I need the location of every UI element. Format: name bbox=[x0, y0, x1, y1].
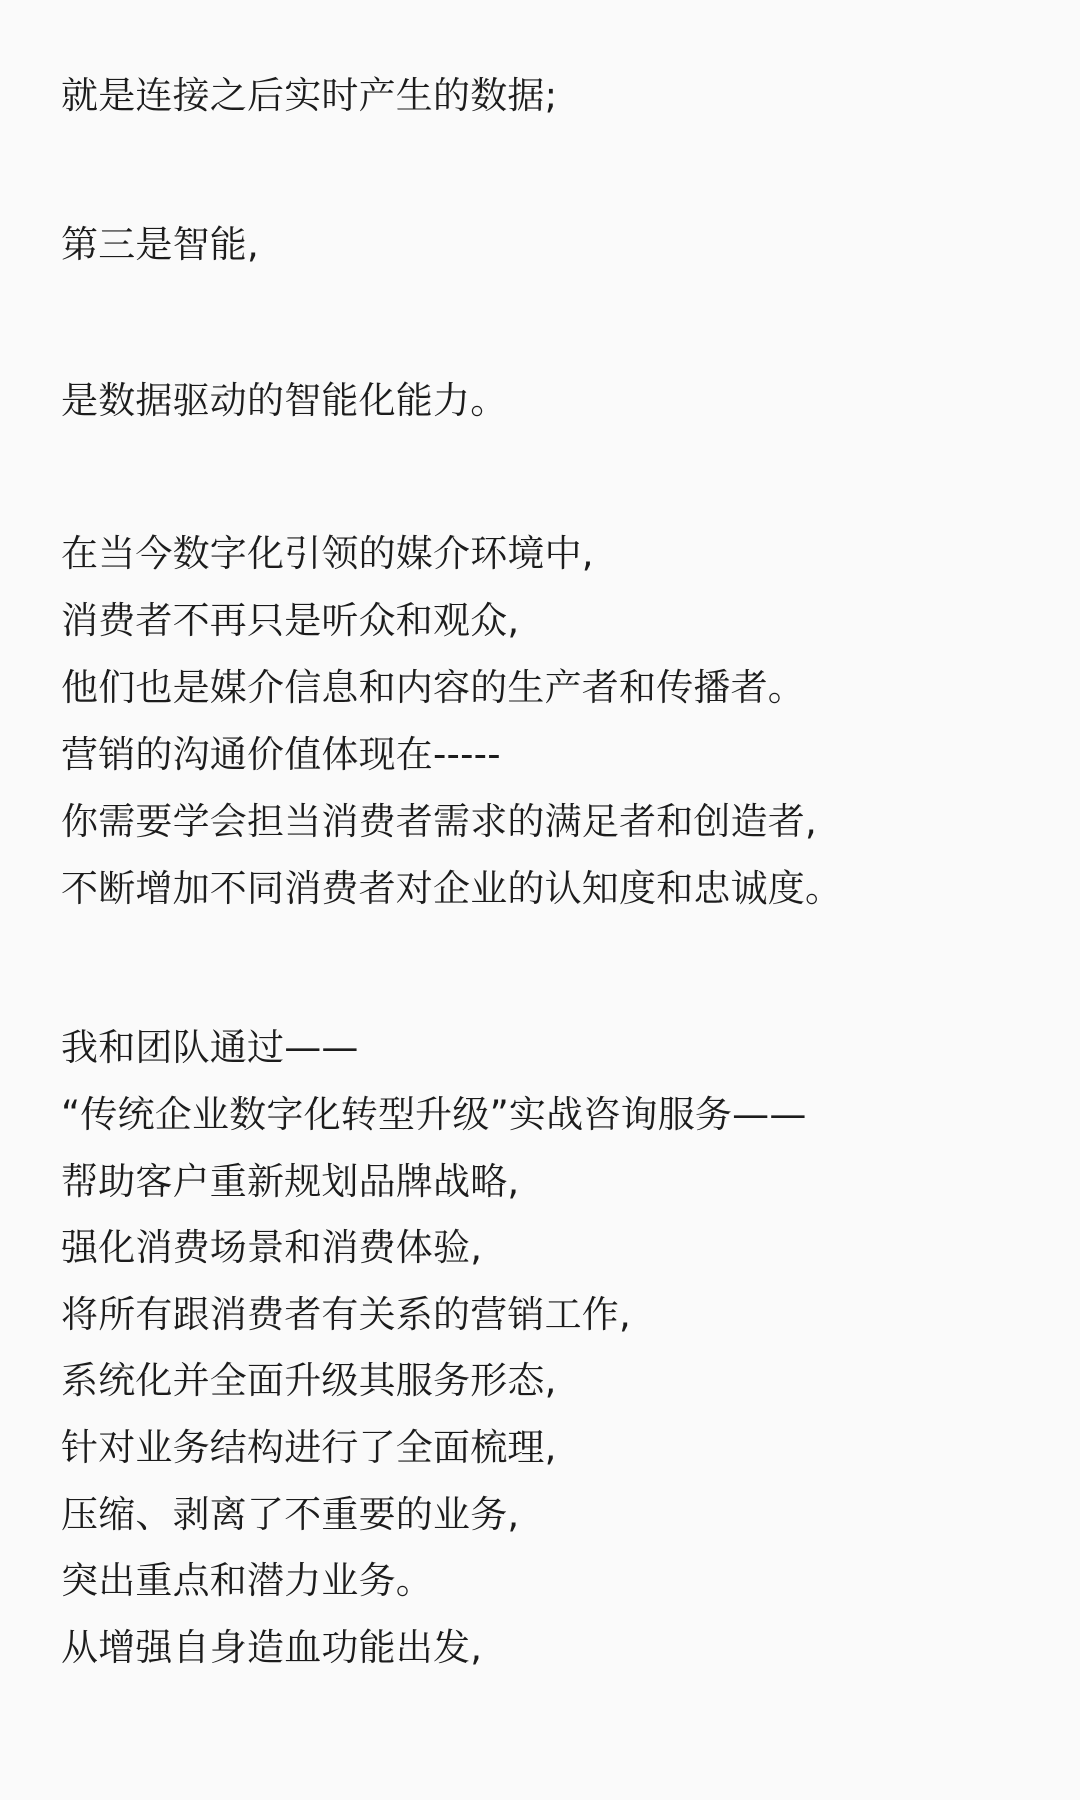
text-line: 就是连接之后实时产生的数据; bbox=[61, 74, 558, 117]
text-line: 我和团队通过—— bbox=[61, 1026, 359, 1069]
text-line: 压缩、剥离了不重要的业务, bbox=[61, 1493, 520, 1536]
text-line: 消费者不再只是听众和观众, bbox=[61, 599, 520, 642]
text-line: 系统化并全面升级其服务形态, bbox=[61, 1359, 557, 1402]
text-line: 针对业务结构进行了全面梳理, bbox=[61, 1426, 557, 1469]
text-line: 营销的沟通价值体现在----- bbox=[61, 733, 501, 776]
text-line: “传统企业数字化转型升级”实战咨询服务—— bbox=[61, 1093, 807, 1136]
text-line: 将所有跟消费者有关系的营销工作, bbox=[61, 1293, 631, 1336]
text-line: 是数据驱动的智能化能力。 bbox=[61, 379, 508, 422]
text-line: 帮助客户重新规划品牌战略, bbox=[61, 1160, 520, 1203]
text-line: 从增强自身造血功能出发, bbox=[61, 1626, 483, 1669]
text-line: 突出重点和潜力业务。 bbox=[61, 1559, 433, 1602]
text-line: 不断增加不同消费者对企业的认知度和忠诚度。 bbox=[61, 867, 843, 910]
text-line: 第三是智能, bbox=[61, 223, 259, 266]
text-line: 你需要学会担当消费者需求的满足者和创造者, bbox=[61, 800, 817, 843]
text-line: 他们也是媒介信息和内容的生产者和传播者。 bbox=[61, 666, 805, 709]
text-line: 强化消费场景和消费体验, bbox=[61, 1226, 483, 1269]
text-line: 在当今数字化引领的媒介环境中, bbox=[61, 532, 594, 575]
